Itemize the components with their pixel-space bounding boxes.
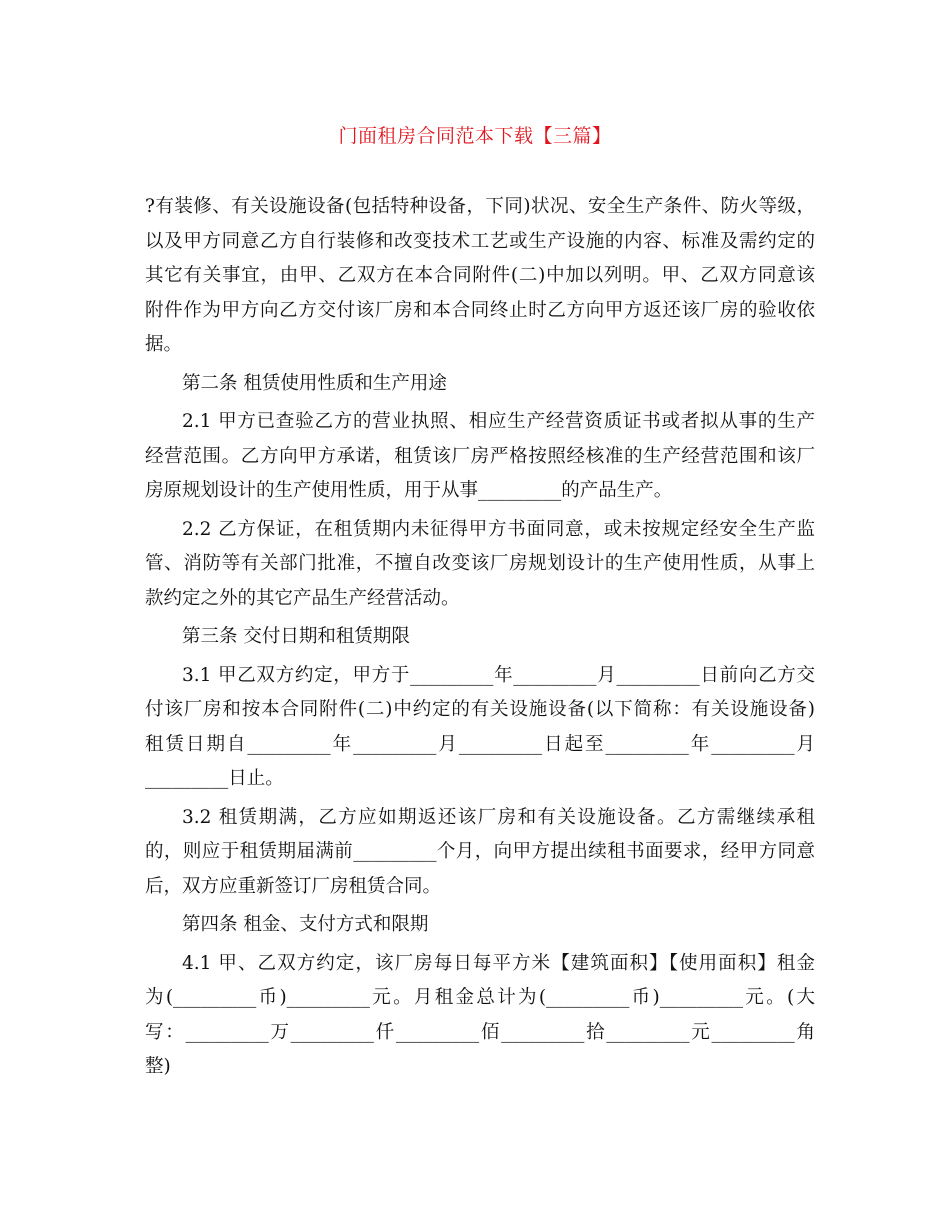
text-line: 附件作为甲方向乙方交付该厂房和本合同终止时乙方向甲方返还该厂房的验收依 — [145, 299, 815, 321]
section-heading-article-3 — [145, 620, 815, 655]
text-line: 2.2 乙方保证，在租赁期内未征得甲方书面同意，或未按规定经安全生产监 — [182, 518, 815, 540]
text-line: 租赁日期自_________年_________月_________日起至_________年_________月 — [145, 733, 815, 755]
text-line: 经营范围。乙方向甲方承诺，租赁该厂房严格按照经核准的生产经营范围和该厂 — [145, 445, 815, 467]
text-line: 后，双方应重新签订厂房租赁合同。 — [145, 875, 442, 897]
section-heading-article-2 — [145, 367, 815, 402]
document-title: 门面租房合同范本下载【三篇】 — [338, 125, 612, 147]
text-line: _________日止。 — [145, 768, 284, 789]
text-line: 其它有关事宜，由甲、乙双方在本合同附件(二)中加以列明。甲、乙双方同意该 — [145, 265, 815, 286]
text-line: 为(_________币)_________元。月租金总计为(_________币)_________元。(大 — [145, 987, 815, 1008]
heading-text: 第二条 租赁使用性质和生产用途 — [182, 372, 447, 394]
section-heading-article-4 — [145, 908, 815, 943]
text-line: 管、消防等有关部门批准，不擅自改变该厂房规划设计的生产使用性质，从事上 — [145, 553, 815, 574]
text-line: 以及甲方同意乙方自行装修和改变技术工艺或生产设施的内容、标准及需约定的 — [145, 230, 815, 252]
heading-text: 第四条 租金、支付方式和限期 — [182, 914, 429, 935]
paragraph-2-1 — [145, 405, 815, 509]
text-line: 2.1 甲方已查验乙方的营业执照、相应生产经营资质证书或者拟从事的生产 — [182, 411, 815, 432]
paragraph-facilities-clause — [145, 190, 815, 363]
text-line: 的，则应于租赁期届满前_________个月，向甲方提出续租书面要求，经甲方同意 — [145, 841, 815, 862]
text-line: 房原规划设计的生产使用性质，用于从事_________的产品生产。 — [145, 480, 673, 501]
heading-text: 第三条 交付日期和租赁期限 — [182, 626, 410, 647]
document-body — [145, 190, 815, 1089]
text-line: ?有装修、有关设施设备(包括特种设备，下同)状况、安全生产条件、防火等级， — [145, 196, 815, 217]
text-line: 写：_________万_________仟_________佰_________拾_________元_________角 — [145, 1021, 815, 1043]
text-line: 据。 — [145, 334, 183, 355]
paragraph-3-1 — [145, 659, 815, 797]
text-line: 款约定之外的其它产品生产经营活动。 — [145, 587, 460, 609]
text-line: 3.1 甲乙双方约定，甲方于_________年_________月_________日前向乙方交 — [182, 664, 815, 686]
paragraph-2-2 — [145, 513, 815, 617]
text-line: 付该厂房和按本合同附件(二)中约定的有关设施设备(以下简称：有关设施设备) — [145, 699, 815, 720]
text-line: 整) — [145, 1056, 171, 1077]
paragraph-4-1 — [145, 947, 815, 1085]
text-line: 3.2 租赁期满，乙方应如期返还该厂房和有关设施设备。乙方需继续承租 — [182, 806, 815, 828]
paragraph-3-2 — [145, 801, 815, 905]
text-line: 4.1 甲、乙双方约定，该厂房每日每平方米【建筑面积】【使用面积】租金 — [182, 952, 815, 974]
